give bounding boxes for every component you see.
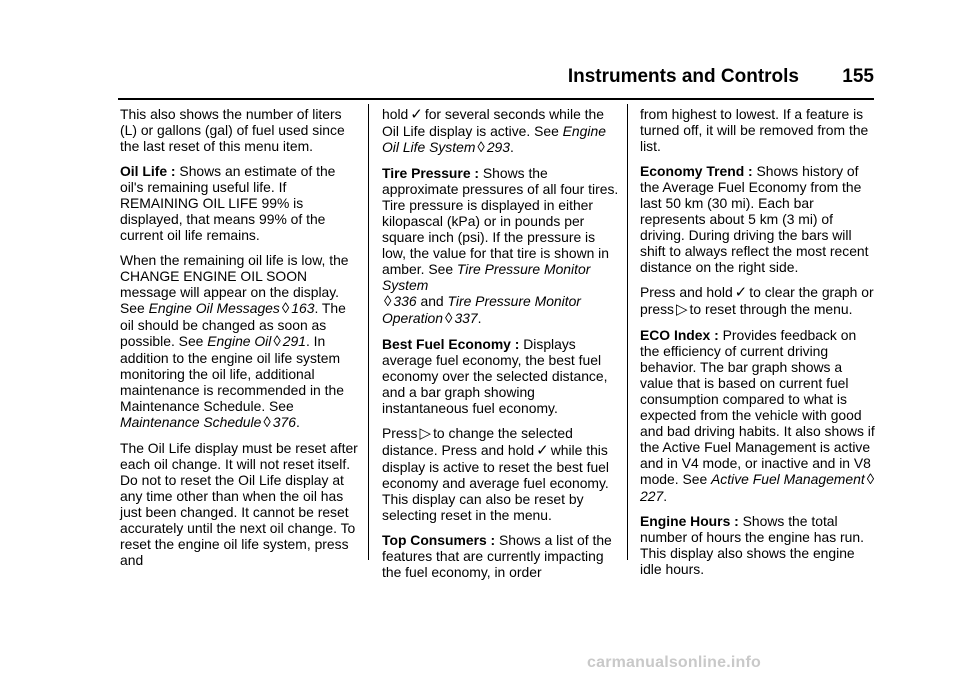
link-tpms[interactable]: Tire Pressure Monitor System xyxy=(382,261,591,293)
paragraph xyxy=(640,106,878,154)
paragraph-engine-hours xyxy=(640,513,878,577)
page-ref[interactable]: 291 xyxy=(282,333,306,349)
text: . In addition to the engine oil life system monitoring the oil life, additional maintenance is recommended in the Maintenance Schedule. See xyxy=(120,333,344,414)
page-ref-icon: ◊ xyxy=(281,300,290,317)
text: . xyxy=(510,139,514,155)
paragraph xyxy=(120,106,358,154)
term-best-fuel-economy: Best Fuel Economy : xyxy=(382,336,520,352)
section-title: Instruments and Controls xyxy=(567,66,799,87)
text: Shows a list of the features that are currently impacting the fuel economy, in order xyxy=(382,532,612,580)
paragraph-best-fuel-economy xyxy=(382,336,620,416)
check-icon: ✓ xyxy=(410,106,423,123)
term-oil-life: Oil Life : xyxy=(120,163,176,179)
watermark: carmanualsonline.info xyxy=(587,654,762,671)
check-icon: ✓ xyxy=(734,284,748,301)
text: When the remaining oil life is low, the CHANGE ENGINE OIL SOON message will appear on the display. See xyxy=(120,252,349,316)
page-ref-icon: ◊ xyxy=(273,333,281,350)
page-ref[interactable]: 163 xyxy=(291,300,315,316)
text: Shows the total number of hours the engine has run. This display also shows the engine idle hours. xyxy=(640,513,864,577)
text: Shows history of the Average Fuel Economy from the last 50 km (30 mi). Each bar represents about 5 km (3 mi) of driving. During driving the bars will shift to always reflect the most recent distance on the right side. xyxy=(640,163,869,275)
page-ref-icon: ◊ xyxy=(866,471,875,488)
paragraph-oil-life xyxy=(120,163,358,243)
column-1 xyxy=(120,106,358,577)
page-ref-icon: ◊ xyxy=(384,293,392,310)
paragraph xyxy=(640,284,878,318)
check-icon: ✓ xyxy=(536,442,549,459)
paragraph-top-consumers xyxy=(382,532,620,580)
paragraph xyxy=(120,440,358,568)
text: . xyxy=(477,310,482,326)
paragraph xyxy=(382,106,620,156)
term-top-consumers: Top Consumers : xyxy=(382,532,496,548)
page-ref[interactable]: 227 xyxy=(640,488,664,504)
text: This also shows the number of liters (L) or gallons (gal) of fuel used since the last reset of this menu item. xyxy=(120,106,345,154)
page-ref[interactable]: 337 xyxy=(454,310,478,326)
term-engine-hours: Engine Hours : xyxy=(640,513,739,529)
column-divider-2 xyxy=(627,104,628,560)
text: . xyxy=(663,488,668,504)
link-engine-oil-life-system[interactable]: Engine Oil Life System xyxy=(382,123,606,155)
link-engine-oil[interactable]: Engine Oil xyxy=(207,333,272,349)
term-economy-trend: Economy Trend : xyxy=(640,163,753,179)
next-icon: ▷ xyxy=(675,301,688,318)
paragraph-economy-trend xyxy=(640,163,878,275)
page-ref-icon: ◊ xyxy=(477,139,485,156)
text: Press and hold xyxy=(640,284,733,300)
text: for several seconds while the Oil Life display is active. See xyxy=(382,106,604,139)
paragraph-eco-index xyxy=(640,327,878,504)
text: to reset through the menu. xyxy=(689,301,853,317)
text: hold xyxy=(382,106,409,122)
column-2 xyxy=(382,106,620,589)
link-active-fuel-management[interactable]: Active Fuel Management xyxy=(711,471,865,487)
text: to change the selected distance. Press and hold xyxy=(382,425,573,458)
link-tpms-operation[interactable]: Tire Pressure Monitor Operation xyxy=(382,293,581,326)
page-ref-icon: ◊ xyxy=(263,414,271,431)
column-divider-1 xyxy=(368,104,369,560)
page-ref[interactable]: 376 xyxy=(272,414,296,430)
text: to clear the graph or press xyxy=(640,284,874,317)
column-3 xyxy=(640,106,878,586)
text: . xyxy=(295,414,300,430)
text: . The oil should be changed as soon as possible. See xyxy=(120,300,346,349)
text: and xyxy=(416,293,448,309)
text: Provides feedback on the efficiency of current driving behavior. The bar graph shows a value that is based on current fuel consumption compared to what is expected from the vehicle with good and bad driving habits. It also shows if the Active Fuel Management is active and in V4 mode, or inactive and in V8 mode. See xyxy=(640,327,875,487)
page-number: 155 xyxy=(842,66,874,87)
term-eco-index: ECO Index : xyxy=(640,327,719,343)
text: Shows an estimate of the oil's remaining useful life. If REMAINING OIL LIFE 99% is displayed, that means 99% of the current oil life remains. xyxy=(120,163,336,243)
page-ref[interactable]: 293 xyxy=(486,139,511,155)
link-engine-oil-messages[interactable]: Engine Oil Messages xyxy=(148,300,280,316)
term-tire-pressure: Tire Pressure : xyxy=(382,165,480,181)
header-rule xyxy=(118,98,874,100)
text: Press xyxy=(382,425,418,441)
text: from highest to lowest. If a feature is turned off, it will be removed from the list. xyxy=(640,106,869,154)
page-header xyxy=(118,66,874,96)
paragraph xyxy=(120,252,358,431)
link-maintenance-schedule[interactable]: Maintenance Schedule xyxy=(120,414,262,430)
page-ref-icon: ◊ xyxy=(445,310,453,327)
paragraph xyxy=(382,425,620,523)
text: The Oil Life display must be reset after each oil change. It will not reset itself. Do not to reset the Oil Life display at any time other than when the oil has just been changed. It cannot be reset accurately until the next oil change. To reset the engine oil life system, press and xyxy=(120,440,358,568)
paragraph-tire-pressure xyxy=(382,165,620,327)
text: while this display is active to reset the best fuel economy and average fuel economy. This display can also be reset by selecting reset in the menu. xyxy=(382,442,609,523)
next-icon: ▷ xyxy=(419,425,432,442)
text: Displays average fuel economy, the best fuel economy over the selected distance, and a bar graph showing instantaneous fuel economy. xyxy=(382,336,608,416)
page-ref[interactable]: 336 xyxy=(393,293,417,309)
text: Shows the approximate pressures of all four tires. Tire pressure is displayed in either kilopascal (kPa) or in pounds per square inch (psi). If the pressure is low, the value for that tire is shown in amber. See xyxy=(382,165,619,277)
